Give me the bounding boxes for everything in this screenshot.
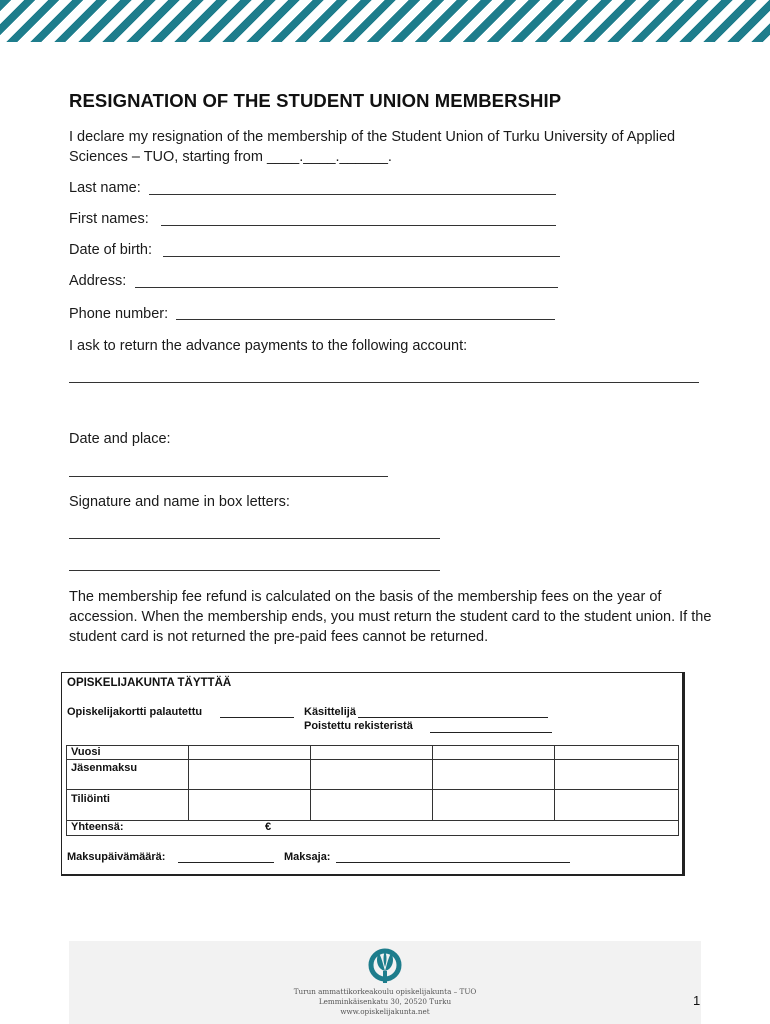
last-name-field[interactable] <box>149 194 556 195</box>
table-cell[interactable] <box>433 760 555 790</box>
resignation-declaration: I declare my resignation of the membership of the Student Union of Turku University of Applied Sciences – TUO, starting from ____.____.______. <box>69 129 676 165</box>
total-label: Yhteensä: <box>71 821 124 833</box>
euro-sign: € <box>265 821 272 833</box>
table-cell[interactable] <box>433 746 555 760</box>
table-cell[interactable] <box>189 790 311 821</box>
payment-date-label: Maksupäivämäärä: <box>67 851 166 863</box>
phone-number-field[interactable] <box>176 319 555 320</box>
table-cell[interactable] <box>189 760 311 790</box>
card-returned-label: Opiskelijakortti palautettu <box>67 706 203 718</box>
table-row <box>67 746 679 760</box>
footer <box>69 941 701 1024</box>
removed-from-register-field[interactable] <box>430 732 552 733</box>
date-place-field[interactable] <box>69 476 388 477</box>
total-row <box>67 821 679 836</box>
table-row <box>67 821 679 836</box>
office-use-box <box>61 672 685 876</box>
table-cell[interactable] <box>555 760 679 790</box>
table-cell[interactable] <box>555 790 679 821</box>
office-box-heading: OPISKELIJAKUNTA TÄYTTÄÄ <box>67 677 232 689</box>
membership-fee-label: Jäsenmaksu <box>67 760 189 790</box>
signature-label: Signature and name in box letters: <box>69 494 290 510</box>
date-place-label: Date and place: <box>69 431 171 447</box>
first-names-field[interactable] <box>161 225 556 226</box>
bank-account-field[interactable] <box>69 382 699 383</box>
handler-label: Käsittelijä <box>304 706 356 718</box>
first-names-label: First names: <box>69 211 149 227</box>
name-box-letters-field[interactable] <box>69 570 440 571</box>
removed-from-register-label: Poistettu rekisteristä <box>304 720 413 732</box>
page-number: 1 <box>693 993 701 1008</box>
payment-date-field[interactable] <box>178 862 274 863</box>
tuo-logo-icon <box>365 945 405 985</box>
table-cell[interactable] <box>311 760 433 790</box>
last-name-label: Last name: <box>69 180 141 196</box>
account-request-text: I ask to return the advance payments to the following account: <box>69 338 468 354</box>
footer-address <box>69 987 701 1017</box>
address-label: Address: <box>69 273 127 289</box>
phone-number-label: Phone number: <box>69 306 169 322</box>
address-field[interactable] <box>135 287 558 288</box>
accounting-label: Tiliöinti <box>67 790 189 821</box>
table-cell[interactable] <box>189 746 311 760</box>
refund-policy-note: The membership fee refund is calculated on the basis of the membership fees on the year of accession. When the membership ends, you must return the student card to the student union. If the student card is not returned the pre-paid fees cannot be returned. <box>69 589 712 645</box>
table-cell[interactable] <box>311 790 433 821</box>
year-label: Vuosi <box>67 746 189 760</box>
card-returned-field[interactable] <box>220 717 294 718</box>
signature-field[interactable] <box>69 538 440 539</box>
header-stripe-band <box>0 0 770 42</box>
date-of-birth-field[interactable] <box>163 256 560 257</box>
footer-org-name: Turun ammattikorkeakoulu opiskelijakunta – TUO <box>293 987 477 996</box>
table-cell[interactable] <box>311 746 433 760</box>
fee-table <box>66 745 679 836</box>
table-row <box>67 790 679 821</box>
footer-website: www.opiskelijakunta.net <box>340 1007 430 1016</box>
document-title: RESIGNATION OF THE STUDENT UNION MEMBERSHIP <box>69 90 562 111</box>
date-of-birth-label: Date of birth: <box>69 242 153 258</box>
table-cell[interactable] <box>555 746 679 760</box>
table-cell[interactable] <box>433 790 555 821</box>
payer-label: Maksaja: <box>284 851 331 863</box>
table-row <box>67 760 679 790</box>
handler-field[interactable] <box>358 717 548 718</box>
footer-street: Lemminkäisenkatu 30, 20520 Turku <box>318 997 452 1006</box>
payer-field[interactable] <box>336 862 570 863</box>
